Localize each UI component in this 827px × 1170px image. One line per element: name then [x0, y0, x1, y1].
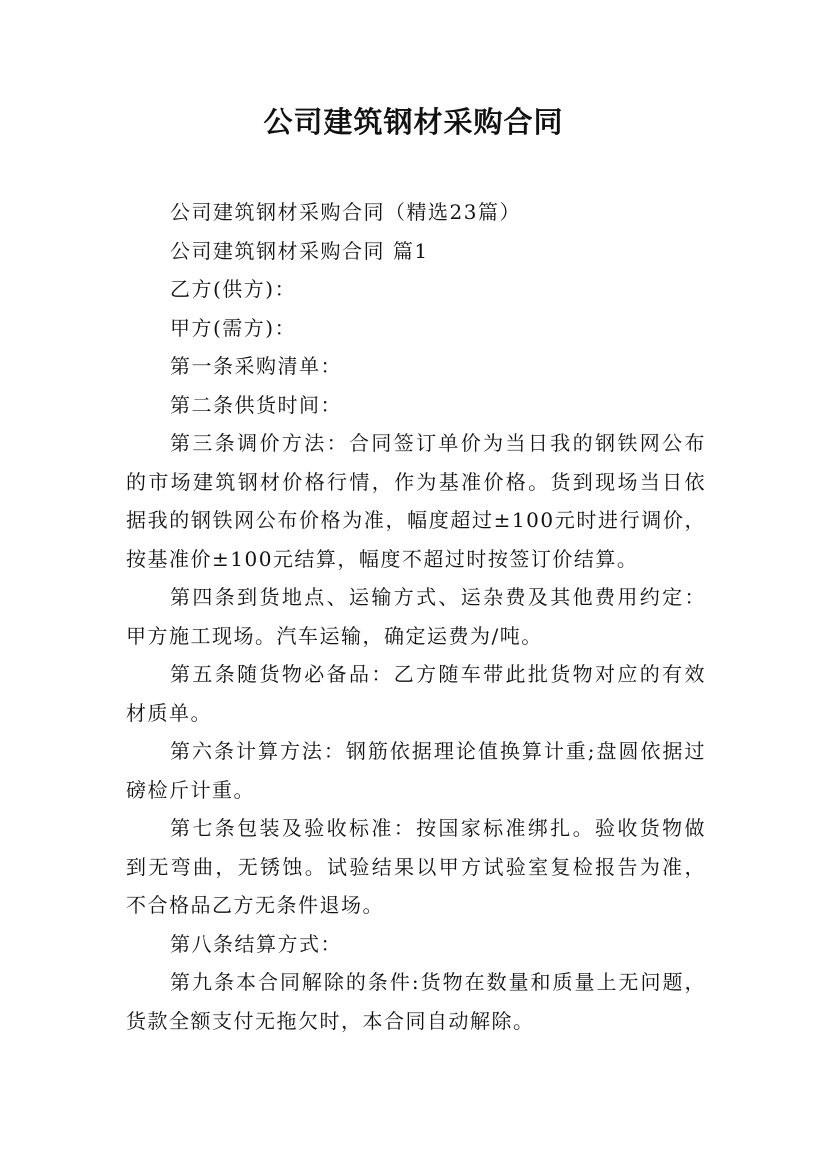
document-body [126, 193, 706, 1040]
paragraph-article-6: 第六条计算方法：钢筋依据理论值换算计重;盘圆依据过磅检斤计重。 [126, 739, 706, 802]
paragraph-article-2: 第二条供货时间： [170, 392, 342, 417]
paragraph-subtitle: 公司建筑钢材采购合同（精选23篇） [170, 200, 521, 224]
paragraph-article-3: 第三条调价方法：合同签订单价为当日我的钢铁网公布的市场建筑钢材价格行情，作为基准价格。货到现场当日依据我的钢铁网公布价格为准，幅度超过±100元时进行调价，按基准价±100元结算，幅度不超过时按签订价结算。 [126, 431, 706, 571]
paragraph-article-4: 第四条到货地点、运输方式、运杂费及其他费用约定：甲方施工现场。汽车运输，确定运费为/吨。 [126, 585, 706, 648]
paragraph-article-5: 第五条随货物必备品：乙方随车带此批货物对应的有效材质单。 [126, 662, 706, 725]
paragraph-party-b: 乙方(供方)： [170, 277, 297, 301]
paragraph-article-1: 第一条采购清单： [170, 354, 342, 378]
paragraph-article-8: 第八条结算方式： [170, 931, 342, 956]
document-title: 公司建筑钢材采购合同 [263, 105, 564, 139]
paragraph-article-7: 第七条包装及验收标准：按国家标准绑扎。验收货物做到无弯曲，无锈蚀。试验结果以甲方试验室复检报告为准，不合格品乙方无条件退场。 [126, 816, 706, 917]
paragraph-party-a: 甲方(需方)： [170, 315, 297, 340]
paragraph-article-9: 第九条本合同解除的条件:货物在数量和质量上无问题，货款全额支付无拖欠时，本合同自动解除。 [126, 970, 706, 1033]
paragraph-heading-part-1: 公司建筑钢材采购合同 篇1 [170, 238, 429, 263]
